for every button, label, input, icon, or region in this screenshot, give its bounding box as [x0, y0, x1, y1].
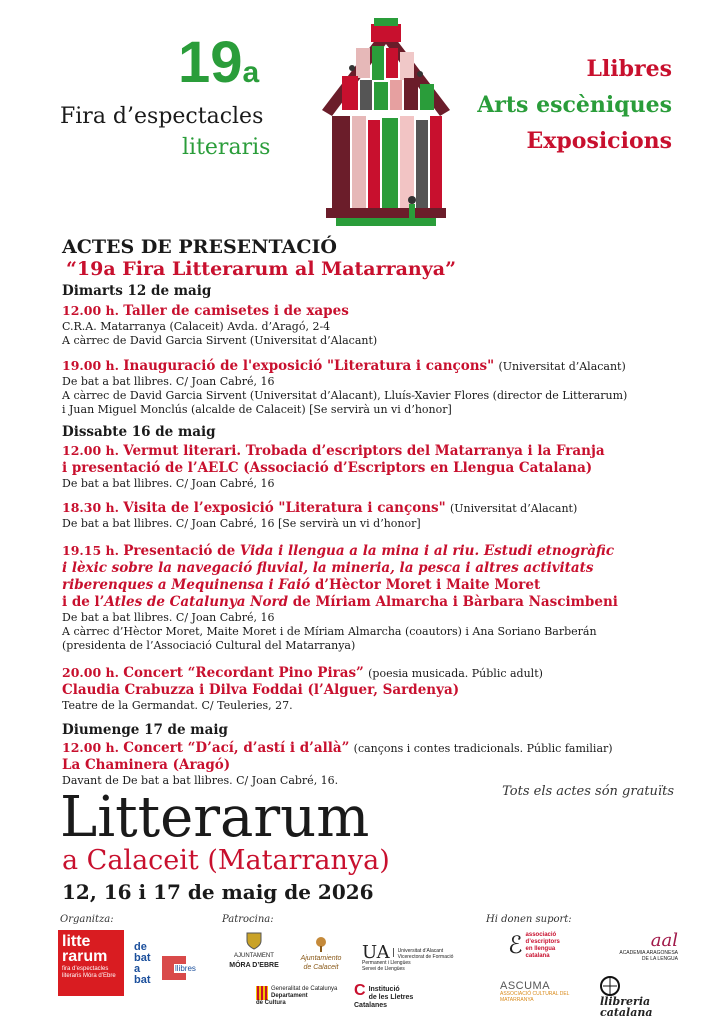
category-books: Llibres — [586, 56, 672, 82]
event-note: (Universitat d’Alacant) — [498, 360, 626, 373]
free-admission-note: Tots els actes són gratuïts — [502, 784, 674, 799]
llibreria-line2: catalana — [600, 1006, 653, 1019]
suport-label: Hi donen suport: — [486, 914, 572, 925]
llibreria-line1: llibreria — [600, 995, 651, 1008]
event-time: 12.00 h. — [62, 443, 119, 458]
program-heading: ACTES DE PRESENTACIÓ — [62, 236, 337, 258]
book-title: Vida i llengua a la mina i al riu. Estudi etnogràfic — [239, 543, 615, 559]
event-title-connector: i de l’ — [62, 594, 105, 610]
ilc-line3: Catalanes — [354, 1002, 388, 1009]
event-item — [62, 664, 682, 713]
generalitat-line3: de Cultura — [256, 1000, 286, 1006]
aelc-mark-icon: ℰ — [508, 931, 523, 959]
book-title-line3: riberenques a Mequinensa i Faió — [62, 577, 311, 593]
ascuma-logo — [500, 982, 580, 1003]
event-time: 20.00 h. — [62, 665, 119, 680]
event-item — [62, 442, 682, 491]
event-detail: De bat a bat llibres. C/ Joan Cabré, 16 — [62, 375, 275, 388]
performers: La Chaminera (Aragó) — [62, 757, 231, 773]
aelc-line1: associació — [525, 932, 557, 938]
program-section — [62, 236, 682, 788]
universitat-alacant-logo — [362, 942, 472, 972]
generalitat-line2: Departament — [271, 993, 308, 999]
event-detail: Teatre de la Germandat. C/ Teuleries, 27. — [62, 699, 293, 712]
ascuma-sub: ASSOCIACIÓ CULTURAL DEL MATARRANYA — [500, 991, 570, 1003]
litterarum-logo-line1: litte — [62, 933, 91, 950]
generalitat-flag-icon — [256, 986, 268, 1000]
dbab-tag: llibres — [175, 964, 196, 973]
event-detail: A càrrec de David Garcia Sirvent (Universitat d’Alacant), Lluís-Xavier Flores (director de Litterarum) — [62, 389, 628, 402]
ua-abbr: UA — [362, 948, 394, 957]
dbab-line1: de — [134, 941, 147, 953]
aelc-line3: en llengua — [525, 946, 556, 952]
aelc-line4: catalana — [525, 953, 550, 959]
event-title: Taller de camisetes i de xapes — [123, 303, 349, 319]
event-title-line2: i presentació de l’AELC (Associació d’Escriptors en Llengua Catalana) — [62, 460, 593, 476]
calaceit-emblem-icon — [314, 936, 328, 952]
event-item — [62, 499, 682, 531]
event-time: 12.00 h. — [62, 303, 119, 318]
event-note: (Universitat d’Alacant) — [449, 502, 578, 515]
event-detail: De bat a bat llibres. C/ Joan Cabré, 16 — [62, 477, 275, 490]
program-subheading: “19a Fira Litterarum al Matarranya” — [66, 258, 457, 280]
aelc-line2: d’escriptors — [525, 939, 560, 945]
dbab-line3: a — [134, 963, 141, 975]
edition-number: 19a — [178, 30, 260, 95]
litterarum-logo — [58, 930, 124, 996]
event-title: Concert “Recordant Pino Piras” — [123, 665, 364, 681]
ascuma-name: ASCUMA — [500, 980, 551, 992]
ajuntament-line1: AJUNTAMENT — [234, 953, 274, 959]
brand-place: a Calaceit (Matarranya) — [62, 845, 390, 876]
edition-suffix: a — [242, 56, 260, 89]
performers: Claudia Crabuzza i Dilva Foddai (l’Alguer, Sardenya) — [62, 682, 460, 698]
event-item — [62, 542, 682, 653]
event-detail: Davant de De bat a bat llibres. C/ Joan Cabré, 16. — [62, 774, 339, 787]
aal-line2: DE LA LENGUA — [641, 956, 678, 962]
event-time: 18.30 h. — [62, 500, 119, 515]
ilc-line1: Institució — [368, 986, 400, 993]
institucio-lletres-logo — [354, 982, 434, 1010]
ajuntament-line2: MÓRA D’EBRE — [229, 962, 279, 969]
event-time: 19.15 h. — [62, 543, 119, 558]
event-time: 19.00 h. — [62, 358, 119, 373]
book-house-illustration — [316, 18, 456, 236]
event-detail: A càrrec de David Garcia Sirvent (Universitat d’Alacant) — [62, 334, 378, 347]
day-label: Diumenge 17 de maig — [62, 722, 228, 738]
llibreria-globe-icon — [600, 976, 620, 996]
academia-aragonesa-logo — [598, 932, 678, 962]
aal-line1: ACADEMIA ARAGONESA — [619, 950, 678, 956]
event-item — [62, 739, 682, 788]
book-authors: d’Hèctor Moret i Maite Moret — [310, 577, 541, 593]
event-note: (cançons i contes tradicionals. Públic familiar) — [353, 742, 613, 755]
brand-dates: 12, 16 i 17 de maig de 2026 — [62, 880, 374, 904]
event-title: Visita de l’exposició "Literatura i cançons" — [123, 500, 446, 516]
llibreria-catalana-logo — [600, 976, 672, 1018]
generalitat-logo — [256, 986, 346, 1007]
organitza-label: Organitza: — [60, 914, 114, 925]
ilc-c-icon: C — [354, 982, 366, 999]
generalitat-line1: Generalitat de Catalunya — [271, 986, 338, 992]
aelc-logo — [508, 932, 588, 960]
event-detail: (presidenta de l’Associació Cultural del Matarranya) — [62, 639, 356, 652]
event-detail: A càrrec d’Hèctor Moret, Maite Moret i de Míriam Almarcha (coautors) i Ana Soriano Barberán — [62, 625, 597, 638]
event-title: Inauguració de l'exposició "Literatura i cançons" — [123, 358, 495, 374]
event-detail: i Juan Miguel Monclús (alcalde de Calaceit) [Se servirà un vi d’honor] — [62, 403, 452, 416]
event-note: (poesia musicada. Públic adult) — [368, 667, 543, 680]
event-title: Vermut literari. Trobada d’escriptors del Matarranya i la Franja — [123, 443, 605, 459]
dbab-line2: bat — [134, 952, 151, 964]
event-item — [62, 357, 682, 417]
atlas-title: Atles de Catalunya Nord — [104, 594, 289, 610]
event-detail: De bat a bat llibres. C/ Joan Cabré, 16 [Se servirà un vi d’honor] — [62, 517, 421, 530]
event-detail: De bat a bat llibres. C/ Joan Cabré, 16 — [62, 611, 275, 624]
de-bat-a-bat-logo — [134, 942, 204, 992]
litterarum-logo-sub: fira d’espectacles literaris Móra d’Ebre — [62, 966, 116, 979]
category-performing-arts: Arts escèniques — [477, 92, 672, 118]
ajuntament-calaceit-logo — [296, 936, 346, 972]
day-label: Dimarts 12 de maig — [62, 283, 212, 299]
atlas-authors: de Míriam Almarcha i Bàrbara Nascimbeni — [288, 594, 618, 610]
event-time: 12.00 h. — [62, 740, 119, 755]
coat-of-arms-icon — [246, 932, 262, 950]
event-title: Presentació de — [123, 543, 240, 559]
event-detail: C.R.A. Matarranya (Calaceit) Avda. d’Aragó, 2-4 — [62, 320, 331, 333]
dbab-line4: bat — [134, 974, 151, 986]
ilc-line2: de les Lletres — [368, 994, 414, 1001]
litterarum-logo-line2: rarum — [62, 948, 108, 965]
patrocina-label: Patrocina: — [222, 914, 274, 925]
fair-title-line2: literaris — [182, 135, 271, 160]
fair-title-line1: Fira d’espectacles — [60, 104, 264, 129]
ua-line2: Vicerectorat de Formació Permanent i Llengües — [362, 954, 454, 966]
ajuntament-mora-logo — [224, 932, 284, 970]
aal-abbr: aal — [650, 930, 678, 951]
category-exhibitions: Exposicions — [526, 128, 672, 154]
day-label: Dissabte 16 de maig — [62, 424, 216, 440]
ua-line1: Universitat d’Alacant — [397, 948, 444, 954]
brand-title: Litterarum — [60, 785, 370, 850]
calaceit-text: Ajuntamiento de Calaceit — [300, 955, 342, 971]
event-item — [62, 302, 682, 348]
ua-line3: Servei de Llengües — [362, 966, 405, 972]
book-title-line2: i lèxic sobre la navegació fluvial, la mineria, la pesca i altres activitats — [62, 560, 594, 576]
event-title: Concert “D’ací, d’astí i d’allà” — [123, 740, 350, 756]
